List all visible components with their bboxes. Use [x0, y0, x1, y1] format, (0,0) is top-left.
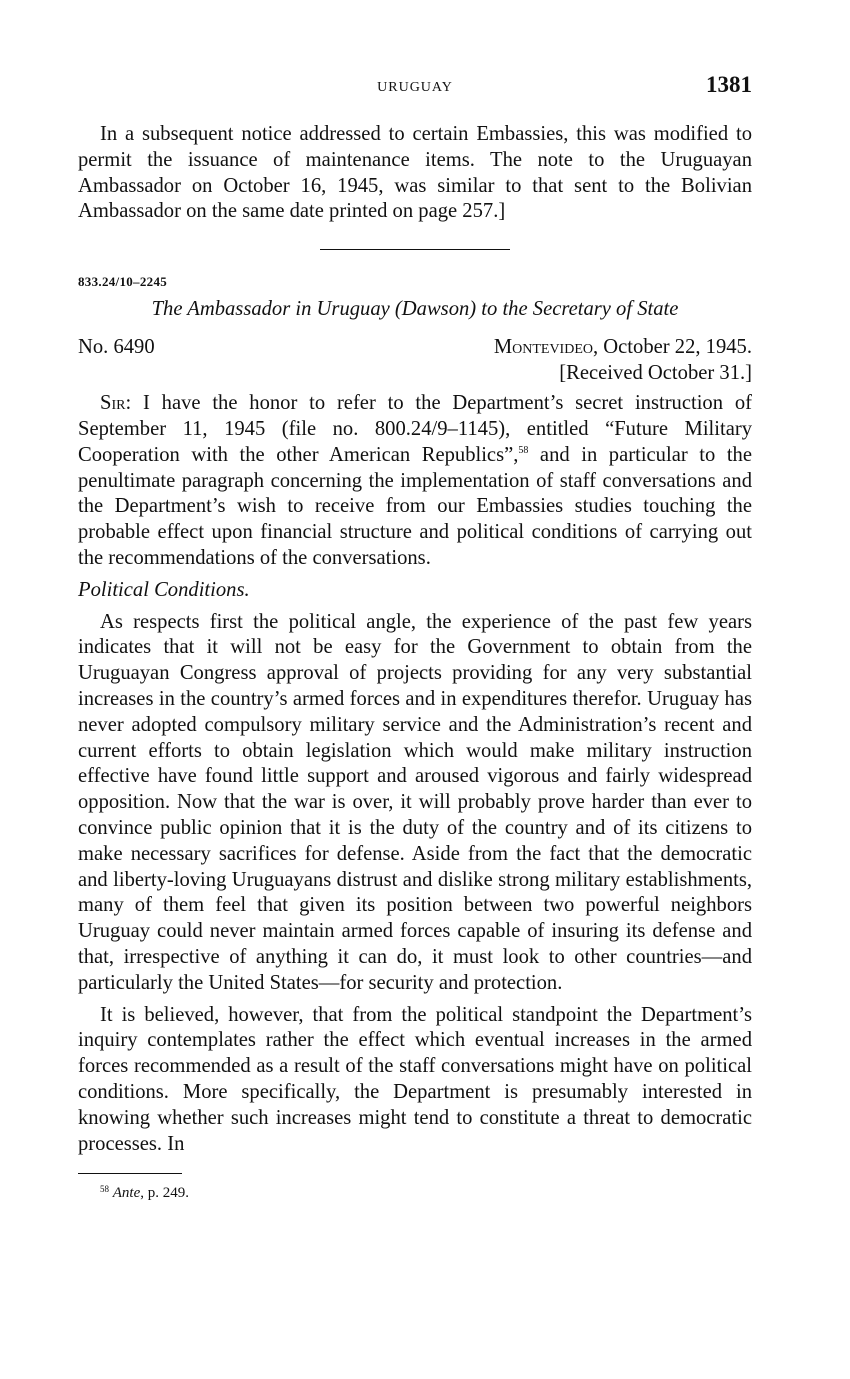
running-title: URUGUAY — [377, 80, 453, 95]
place: Montevideo — [493, 336, 593, 359]
date: , October 22, 1945. — [593, 336, 752, 359]
intro-paragraph: In a subsequent notice addressed to certain Embassies, this was modified to permit the issuance of maintenance items. The note to the Uruguayan Ambassador on October 16, 1945, was similar to that sent to the Bolivian Ambassador on the same date printed on page 257.] — [78, 123, 752, 223]
paragraph-1-text-b: and in particular to the penultimate paragraph concerning the implementation of staff conversations and the Department’s wish to receive from our Embassies studies touching the probable effect upon financial structure and political conditions of carrying out the recommendations of the conversations. — [78, 443, 752, 569]
letter-paragraph-2: As respects first the political angle, the experience of the past few years indicates that it will not be easy for the Government to obtain from the Uruguayan Congress approval of projects providing for any very substantial increases in the country’s armed forces and in expenditures therefor. Uruguay has never adopted compulsory military service and the Administration’s recent and current efforts to obtain legislation which would make military instruction effective have found little support and aroused vigorous and fairly widespread opposition. Now that the war is over, it will probably prove harder than ever to convince public opinion that it is the duty of the country and of its citizens to make necessary sacrifices for defense. Aside from the fact that the democratic and liberty-loving Uruguayans distrust and dislike strong military establishments, many of them feel that given its position between two powerful neighbors Uruguay could never maintain armed forces capable of insuring its defense and that, irrespective of anything it can do, it must look to other countries—and particularly the United States—for security and protection. — [78, 610, 752, 994]
letter-paragraph-1 — [78, 391, 752, 572]
document-page — [78, 72, 752, 1202]
received-date: [Received October 31.] — [559, 362, 752, 385]
page-header — [78, 72, 752, 108]
footnote — [78, 1184, 752, 1202]
document-number: No. 6490 — [78, 336, 155, 359]
section-divider — [320, 249, 510, 250]
footnote-page: , p. 249. — [140, 1185, 189, 1202]
dateline — [78, 335, 752, 387]
paragraph-1-text-a: : I have the honor to refer to the Department’s secret instruction of September 11, 1945 (file no. 800.24/9–1145), entitled “Future Military Cooperation with the other American Republics”, — [78, 392, 752, 466]
document-heading: The Ambassador in Uruguay (Dawson) to the Secretary of State — [151, 298, 679, 321]
salutation: Sir — [100, 392, 126, 415]
letter-paragraph-3: It is believed, however, that from the political standpoint the Department’s inquiry contemplates rather the effect which eventual increases in the armed forces recommended as a result of the staff conversations might have on political conditions. More specifically, the Department is presumably interested in knowing whether such increases might tend to constitute a threat to democratic processes. In — [78, 1003, 752, 1155]
footnote-divider — [78, 1173, 182, 1174]
footnote-mark: 58 — [100, 1184, 109, 1195]
footnote-reference-text: Ante — [112, 1185, 141, 1202]
page-number: 1381 — [706, 72, 752, 97]
footnote-reference: 58 — [518, 444, 529, 456]
section-title: Political Conditions. — [78, 578, 250, 601]
place-date — [494, 335, 752, 361]
file-number: 833.24/10–2245 — [78, 274, 168, 290]
